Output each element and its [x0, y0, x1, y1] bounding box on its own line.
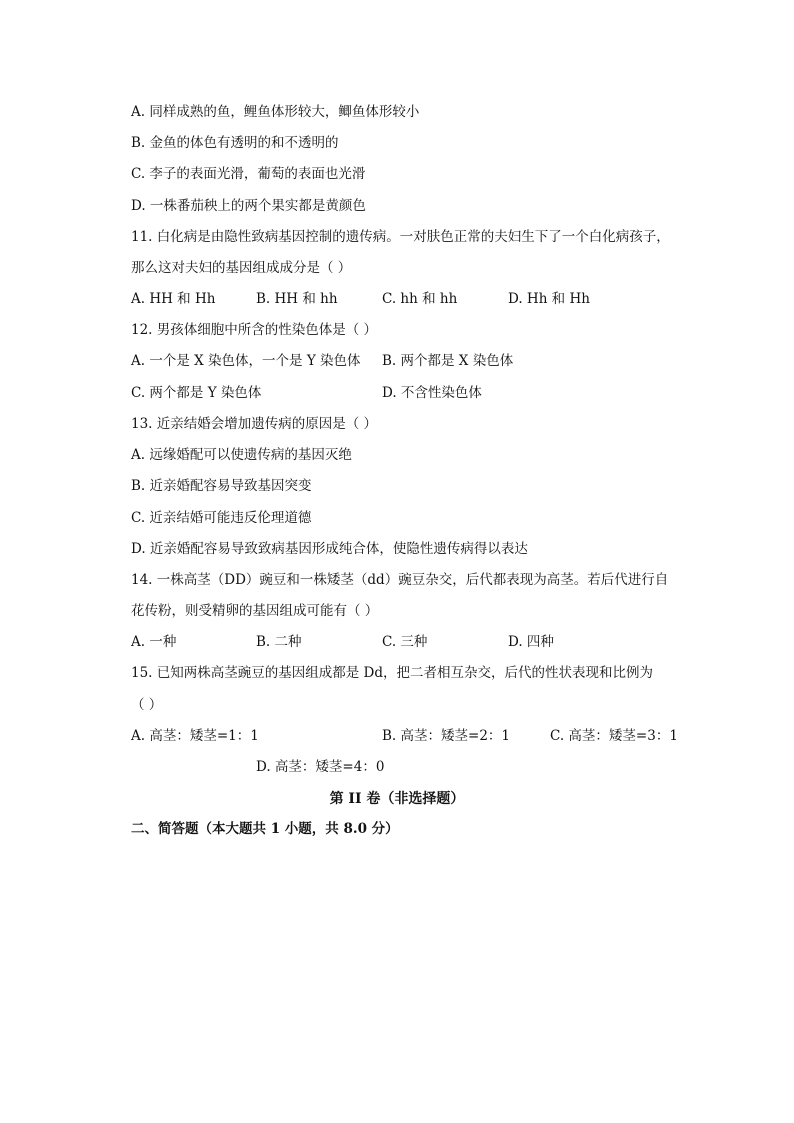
q11-option-c: C. hh 和 hh	[382, 291, 458, 307]
q15-option-d: D. 高茎：矮茎=4：0	[256, 759, 385, 775]
q13-option-b: B. 近亲婚配容易导致基因突变	[131, 478, 312, 494]
q10-option-d: D. 一株番茄秧上的两个果实都是黄颜色	[131, 198, 366, 214]
q12-stem: 12. 男孩体细胞中所含的性染色体是（ ）	[131, 322, 378, 338]
q11-option-d: D. Hh 和 Hh	[508, 291, 590, 307]
q12-option-c: C. 两个都是 Y 染色体	[131, 385, 262, 401]
q15-stem-line1: 15. 已知两株高茎豌豆的基因组成都是 Dd，把二者相互杂交，后代的性状表现和比例为	[131, 665, 654, 681]
q15-option-a: A. 高茎：矮茎=1：1	[131, 728, 259, 744]
q12-option-d: D. 不含性染色体	[382, 385, 482, 401]
q10-option-a: A. 同样成熟的鱼，鲤鱼体形较大，鲫鱼体形较小	[131, 104, 420, 120]
q13-option-a: A. 远缘婚配可以使遗传病的基因灭绝	[131, 447, 352, 463]
q11-stem-line2: 那么这对夫妇的基因组成成分是（ ）	[131, 260, 352, 276]
section-title: 第 II 卷（非选择题）	[329, 791, 465, 807]
q13-option-d: D. 近亲婚配容易导致致病基因形成纯合体，使隐性遗传病得以表达	[131, 541, 528, 557]
q10-option-b: B. 金鱼的体色有透明的和不透明的	[131, 135, 339, 151]
q14-stem-line1: 14. 一株高茎（DD）豌豆和一株矮茎（dd）豌豆杂交，后代都表现为高茎。若后代进行自	[131, 572, 669, 588]
q11-option-b: B. HH 和 hh	[256, 291, 338, 307]
q15-option-b: B. 高茎：矮茎=2：1	[382, 728, 510, 744]
q14-option-a: A. 一种	[131, 634, 177, 650]
q15-option-c: C. 高茎：矮茎=3：1	[550, 728, 678, 744]
q11-option-a: A. HH 和 Hh	[131, 291, 216, 307]
q15-stem-line2: （ ）	[131, 697, 163, 713]
q10-option-c: C. 李子的表面光滑，葡萄的表面也光滑	[131, 166, 366, 182]
q12-option-b: B. 两个都是 X 染色体	[382, 353, 514, 369]
q13-option-c: C. 近亲结婚可能违反伦理道德	[131, 510, 312, 526]
q14-stem-line2: 花传粉，则受精卵的基因组成可能有（ ）	[131, 603, 379, 619]
q14-option-d: D. 四种	[508, 634, 554, 650]
q14-option-b: B. 二种	[256, 634, 302, 650]
q12-option-a: A. 一个是 X 染色体，一个是 Y 染色体	[131, 353, 361, 369]
q11-stem-line1: 11. 白化病是由隐性致病基因控制的遗传病。一对肤色正常的夫妇生下了一个白化病孩子，	[131, 229, 670, 245]
q13-stem: 13. 近亲结婚会增加遗传病的原因是（ ）	[131, 416, 378, 432]
section2-heading: 二、简答题（本大题共 1 小题，共 8.0 分）	[131, 821, 399, 837]
q14-option-c: C. 三种	[382, 634, 428, 650]
